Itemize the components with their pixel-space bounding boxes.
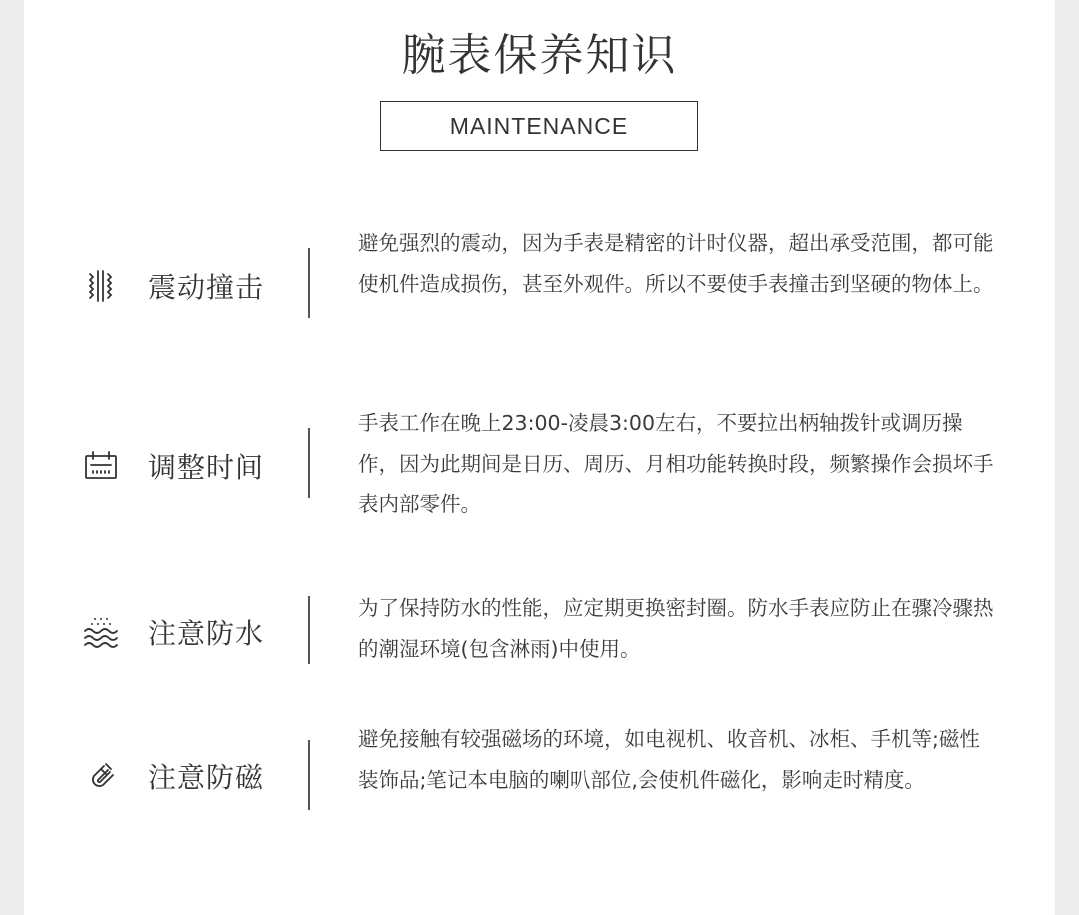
subtitle-label: MAINTENANCE (449, 112, 629, 139)
subtitle-badge (380, 101, 698, 151)
section-heading: 注意防水 (148, 617, 265, 650)
section-description: 为了保持防水的性能，应定期更换密封圈。防水手表应防止在骤冷骤热的潮湿环境(包含淋雨)中使用。 (358, 596, 994, 661)
section-divider (308, 740, 310, 810)
magnet-icon (81, 757, 121, 797)
page-title: 腕表保养知识 (401, 30, 678, 81)
section-time-adjust (24, 404, 1055, 528)
section-water (24, 588, 1055, 678)
section-divider (308, 596, 310, 664)
section-heading: 调整时间 (148, 451, 265, 484)
section-divider (308, 428, 310, 498)
water-icon (81, 612, 121, 652)
section-heading: 注意防磁 (148, 761, 265, 794)
section-description: 避免接触有较强磁场的环境，如电视机、收音机、冰柜、手机等;磁性装饰品;笔记本电脑的喇叭部位,会使机件磁化，影响走时精度。 (358, 727, 980, 792)
page (24, 0, 1055, 915)
section-vibration (24, 224, 1055, 348)
section-description: 避免强烈的震动，因为手表是精密的计时仪器，超出承受范围，都可能使机件造成损伤，甚至外观件。所以不要使手表撞击到坚硬的物体上。 (358, 231, 994, 296)
section-divider (308, 248, 310, 318)
vibration-icon (81, 266, 121, 306)
section-magnet (24, 720, 1055, 844)
section-heading: 震动撞击 (148, 271, 265, 304)
section-description: 手表工作在晚上23:00-凌晨3:00左右，不要拉出柄轴拨针或调历操作，因为此期间是日历、周历、月相功能转换时段，频繁操作会损坏手表内部零件。 (358, 411, 994, 516)
calendar-icon (81, 446, 121, 486)
